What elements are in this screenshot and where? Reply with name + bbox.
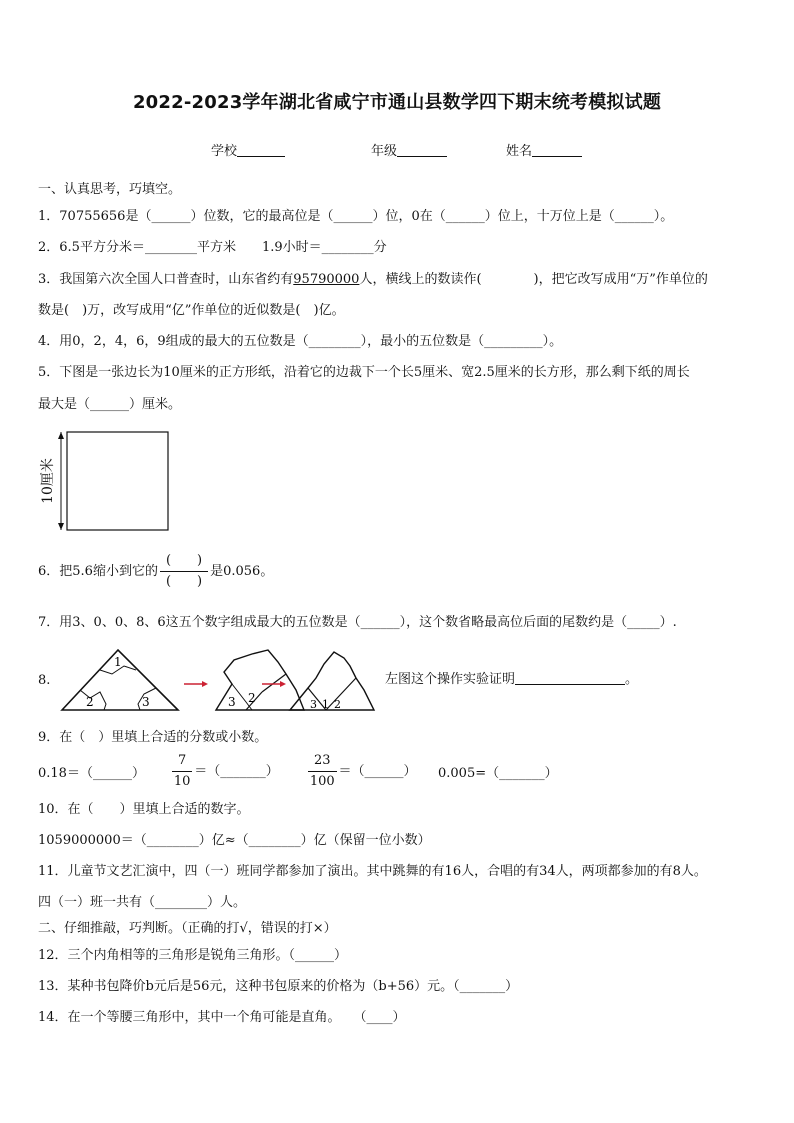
square-paper <box>67 432 168 530</box>
triangle-original <box>62 650 178 710</box>
square-figure <box>36 428 176 538</box>
q3-number: 95790000 <box>293 272 360 287</box>
q3-text-a: 3．我国第六次全国人口普查时，山东省约有 <box>38 272 294 287</box>
question-4: 4．用0，2，4，6，9组成的最大的五位数是（________），最小的五位数是（_________）。 <box>38 334 563 349</box>
torn-label-2: 2 <box>248 691 256 705</box>
question-1: 1．70755656是（______）位数，它的最高位是（______）位，0在（______）位上，十万位上是（______）。 <box>38 209 674 224</box>
question-13: 13．某种书包降价b元后是56元，这种书包原来的价格为（b+56）元。（_______） <box>38 979 519 994</box>
question-10-intro: 10．在（ ）里填上合适的数字。 <box>38 802 250 817</box>
q9-frac2-den: 100 <box>309 774 335 789</box>
question-3-line1 <box>38 272 708 288</box>
q9-fraction-2 <box>308 752 337 791</box>
arrow-bottom <box>58 523 64 530</box>
name-blank[interactable] <box>532 144 582 157</box>
rearranged-label-2: 2 <box>334 698 341 711</box>
torn-label-3: 3 <box>228 695 236 709</box>
angle-label-3: 3 <box>142 695 150 709</box>
q9-fraction-1 <box>172 752 192 791</box>
q6-numerator: ( ) <box>160 552 208 572</box>
triangle-rearranged <box>290 652 374 711</box>
rearranged-label-3: 3 <box>310 698 317 711</box>
arrow-2-head <box>280 681 286 687</box>
arrow-top <box>58 432 64 439</box>
question-11-line2: 四（一）班一共有（________）人。 <box>38 895 247 910</box>
question-5-line2: 最大是（______）厘米。 <box>38 397 182 412</box>
q9-eq1: ＝（_______） <box>194 764 279 779</box>
q9-frac1-num: 7 <box>172 752 192 772</box>
q6-denominator: ( ) <box>165 574 203 589</box>
grade-label: 年级 <box>371 144 398 159</box>
q3-text-b: 人，横线上的数读作( )，把它改写成用“万”作单位的 <box>359 272 708 287</box>
q9-item4: 0.005=（_______） <box>438 766 558 781</box>
q9-item1: 0.18＝（______） <box>38 766 145 781</box>
question-8-text <box>385 672 638 688</box>
q8-answer-blank[interactable] <box>515 672 625 685</box>
q8-end: 。 <box>625 672 639 687</box>
name-label: 姓名 <box>506 144 533 159</box>
question-9-intro: 9．在（ ）里填上合适的分数或小数。 <box>38 730 268 745</box>
section1-heading: 一、认真思考，巧填空。 <box>38 182 182 197</box>
section2-heading: 二、仔细推敲，巧判断。（正确的打√，错误的打×） <box>38 921 337 936</box>
q9-frac2-num: 23 <box>308 752 337 772</box>
arrow-1-head <box>202 681 208 687</box>
angle-label-1: 1 <box>114 655 122 669</box>
q9-item3 <box>306 752 417 791</box>
q9-item2 <box>170 752 279 791</box>
question-6 <box>38 552 273 591</box>
school-field[interactable] <box>211 140 285 159</box>
question-12: 12．三个内角相等的三角形是锐角三角形。（______） <box>38 948 348 963</box>
q6-before: 6．把5.6缩小到它的 <box>38 564 158 579</box>
angle-label-2: 2 <box>86 695 94 709</box>
school-label: 学校 <box>211 144 238 159</box>
question-7: 7．用3、0、0、8、6这五个数字组成最大的五位数是（______），这个数省略最高位后面的尾数约是（_____）. <box>38 615 677 630</box>
question-11-line1: 11．儿童节文艺汇演中，四（一）班同学都参加了演出。其中跳舞的有16人，合唱的有34人，两项都参加的有8人。 <box>38 864 707 879</box>
page-title: 2022-2023学年湖北省咸宁市通山县数学四下期末统考模拟试题 <box>132 92 662 113</box>
q9-eq2: ＝（______） <box>338 764 417 779</box>
rearranged-label-1: 1 <box>322 698 329 711</box>
q8-number: 8. <box>38 673 51 688</box>
q9-frac1-den: 10 <box>173 774 191 789</box>
dimension-label: 10厘米 <box>40 458 56 504</box>
name-field[interactable] <box>506 140 582 159</box>
school-blank[interactable] <box>237 144 285 157</box>
question-5-line1: 5．下图是一张边长为10厘米的正方形纸，沿着它的边裁下一个长5厘米、宽2.5厘米的长方形，那么剩下纸的周长 <box>38 365 690 380</box>
question-14: 14．在一个等腰三角形中，其中一个角可能是直角。 （____） <box>38 1010 406 1025</box>
triangle-experiment-figure-right <box>260 644 380 714</box>
grade-blank[interactable] <box>397 144 447 157</box>
q8-prompt: 左图这个操作实验证明 <box>385 672 516 687</box>
question-2: 2．6.5平方分米＝________平方米 1.9小时＝________分 <box>38 240 387 255</box>
q6-after: 是0.056。 <box>210 564 274 579</box>
question-10-line: 1059000000＝（________）亿≈（________）亿（保留一位小数） <box>38 833 431 848</box>
q6-fraction <box>160 552 208 591</box>
question-3-line2: 数是( )万，改写成用“亿”作单位的近似数是( )亿。 <box>38 303 345 318</box>
grade-field[interactable] <box>371 140 447 159</box>
